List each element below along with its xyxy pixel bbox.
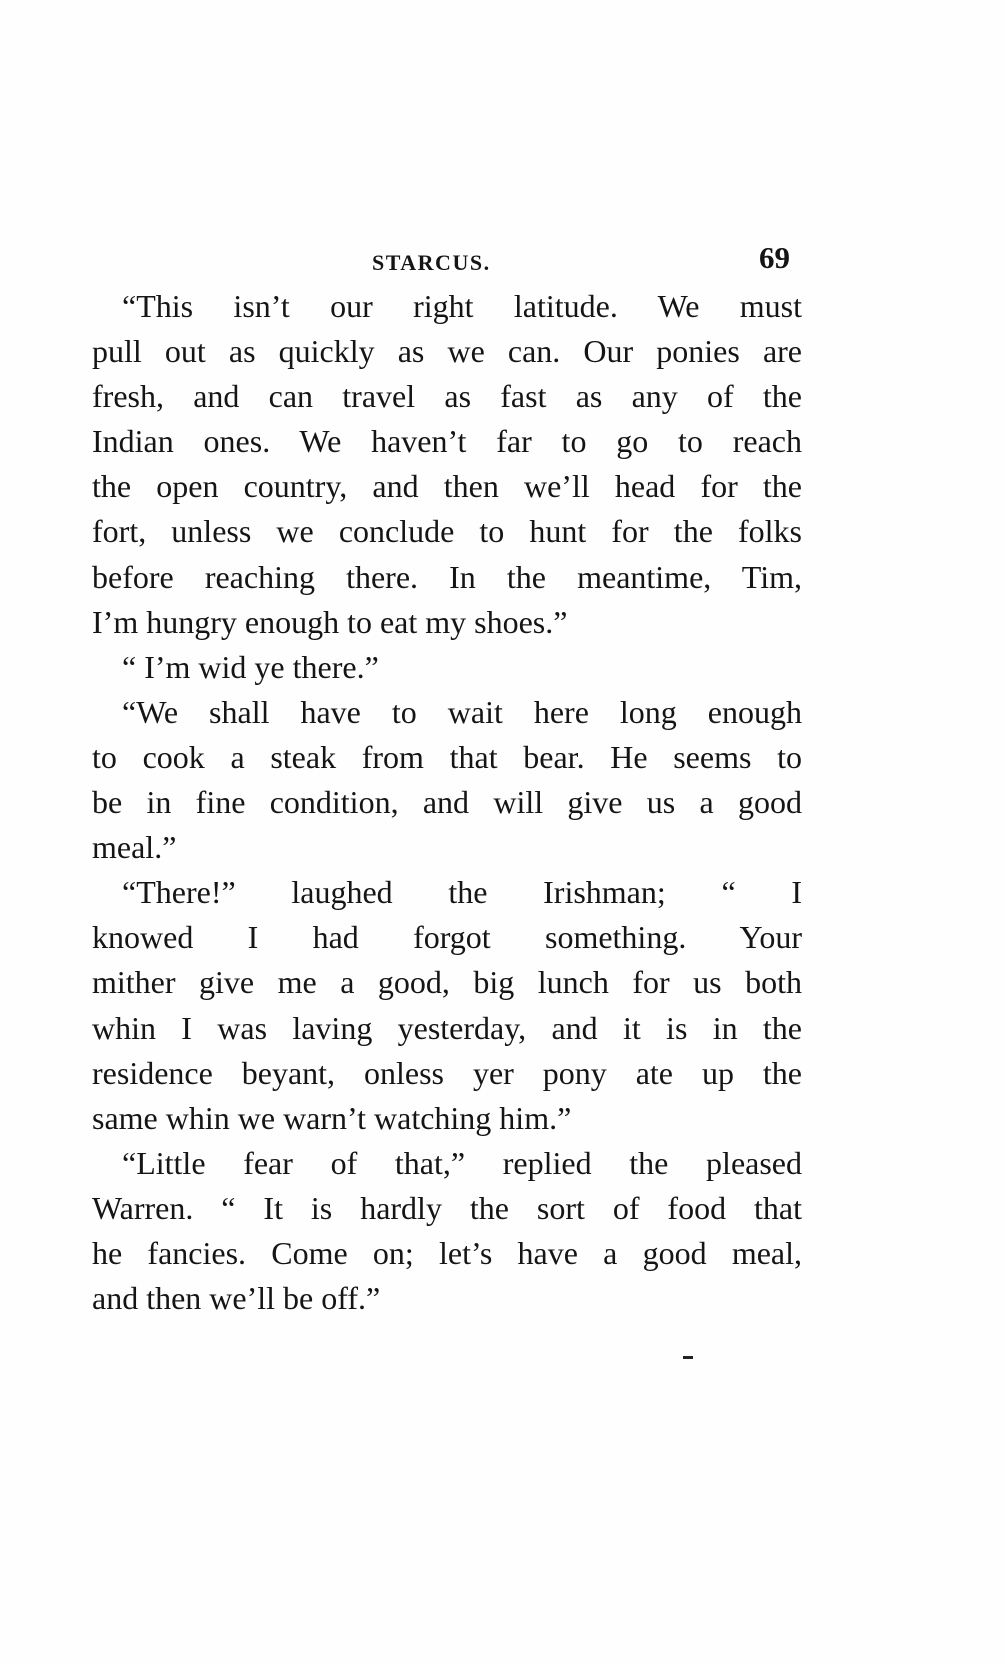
text-line: before reaching there. In the meantime, Tim, xyxy=(92,558,802,595)
text-line: “This isn’t our right latitude. We must xyxy=(122,288,802,324)
body-text xyxy=(92,284,802,1321)
text-line: fresh, and can travel as fast as any of the xyxy=(92,378,802,415)
text-line: “We shall have to wait here long enough xyxy=(122,693,802,730)
print-mark xyxy=(683,1356,693,1359)
text-line: Indian ones. We haven’t far to go to reach xyxy=(92,423,802,460)
text-line: mither give me a good, big lunch for us both xyxy=(92,964,802,1001)
text-line: and then we’ll be off.” xyxy=(92,1280,381,1317)
text-line: same whin we warn’t watching him.” xyxy=(92,1099,572,1136)
text-line: he fancies. Come on; let’s have a good meal, xyxy=(92,1234,802,1271)
text-line: be in fine condition, and will give us a good xyxy=(92,784,802,821)
text-line: “There!” laughed the Irishman; “ I xyxy=(122,874,802,911)
text-line: the open country, and then we’ll head for the xyxy=(92,468,802,505)
text-line: knowed I had forgot something. Your xyxy=(92,919,802,956)
text-line: to cook a steak from that bear. He seems to xyxy=(92,738,802,775)
running-title: STARCUS. xyxy=(372,250,491,275)
text-line: I’m hungry enough to eat my shoes.” xyxy=(92,603,568,640)
text-line: “ I’m wid ye there.” xyxy=(122,648,379,685)
text-line: pull out as quickly as we can. Our ponies are xyxy=(92,333,802,370)
text-line: Warren. “ It is hardly the sort of food that xyxy=(92,1189,802,1226)
text-line: meal.” xyxy=(92,829,177,866)
text-line: whin I was laving yesterday, and it is in the xyxy=(92,1009,802,1046)
text-line: residence beyant, onless yer pony ate up the xyxy=(92,1054,802,1091)
page-number: 69 xyxy=(759,240,790,275)
text-line: “Little fear of that,” replied the pleased xyxy=(122,1144,802,1181)
text-line: fort, unless we conclude to hunt for the folks xyxy=(92,513,802,550)
